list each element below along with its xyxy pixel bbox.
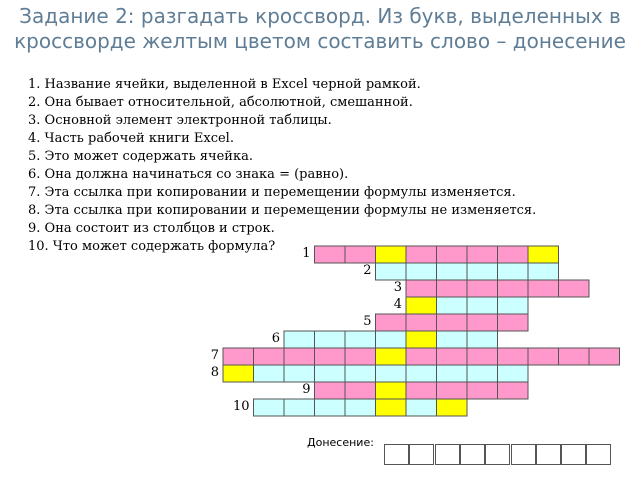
answer-letter-box[interactable] [460, 444, 485, 465]
crossword-cell-pink[interactable] [467, 382, 498, 399]
crossword-cell-pink[interactable] [467, 314, 498, 331]
question-item: 7. Эта ссылка при копировании и перемещении формулы изменяется. [28, 185, 516, 200]
crossword-cell-cyan[interactable] [284, 399, 315, 416]
crossword-cell-pink[interactable] [467, 246, 498, 263]
crossword-cell-cyan[interactable] [406, 263, 437, 280]
crossword-cell-cyan[interactable] [467, 331, 498, 348]
crossword-cell-pink[interactable] [528, 348, 559, 365]
crossword-cell-yellow[interactable] [376, 246, 407, 263]
answer-letter-box[interactable] [586, 444, 611, 465]
question-item: 6. Она должна начинаться со знака = (равно). [28, 167, 349, 182]
crossword-cell-pink[interactable] [315, 382, 346, 399]
clue-number: 9 [302, 382, 311, 397]
crossword-cell-pink[interactable] [406, 382, 437, 399]
crossword-cell-yellow[interactable] [406, 297, 437, 314]
crossword-cell-cyan[interactable] [528, 263, 559, 280]
crossword-cell-cyan[interactable] [284, 365, 315, 382]
crossword-cell-cyan[interactable] [345, 331, 376, 348]
crossword-cell-pink[interactable] [498, 246, 529, 263]
crossword-cell-cyan[interactable] [498, 263, 529, 280]
crossword-cell-cyan[interactable] [254, 399, 285, 416]
crossword-cell-cyan[interactable] [345, 365, 376, 382]
crossword-cell-cyan[interactable] [467, 365, 498, 382]
crossword-cell-cyan[interactable] [376, 263, 407, 280]
crossword-cell-pink[interactable] [345, 246, 376, 263]
clue-number: 6 [271, 331, 280, 346]
crossword-cell-cyan[interactable] [345, 399, 376, 416]
crossword-cell-yellow[interactable] [376, 399, 407, 416]
crossword-cell-pink[interactable] [467, 348, 498, 365]
crossword-cell-pink[interactable] [254, 348, 285, 365]
crossword-cell-pink[interactable] [406, 280, 437, 297]
clue-number: 10 [232, 399, 250, 414]
question-item: 2. Она бывает относительной, абсолютной, смешанной. [28, 95, 413, 110]
clue-number: 2 [363, 263, 372, 278]
question-item: 9. Она состоит из столбцов и строк. [28, 221, 275, 236]
clue-number: 5 [363, 314, 372, 329]
crossword-cell-pink[interactable] [498, 280, 529, 297]
crossword-cell-cyan[interactable] [376, 365, 407, 382]
question-item: 5. Это может содержать ячейка. [28, 149, 253, 164]
crossword-cell-cyan[interactable] [467, 297, 498, 314]
clue-number: 7 [210, 348, 219, 363]
answer-letter-box[interactable] [485, 444, 510, 465]
question-item: 1. Название ячейки, выделенной в Excel черной рамкой. [28, 77, 421, 92]
crossword-cell-cyan[interactable] [406, 399, 437, 416]
crossword-cell-cyan[interactable] [315, 365, 346, 382]
answer-letter-box[interactable] [536, 444, 561, 465]
crossword-cell-yellow[interactable] [223, 365, 254, 382]
crossword-cell-cyan[interactable] [376, 331, 407, 348]
crossword-cell-cyan[interactable] [406, 365, 437, 382]
crossword-cell-pink[interactable] [406, 348, 437, 365]
crossword-cell-pink[interactable] [406, 314, 437, 331]
crossword-cell-pink[interactable] [284, 348, 315, 365]
answer-label: Донесение: [307, 436, 374, 449]
clue-number: 8 [210, 365, 219, 380]
question-item: 10. Что может содержать формула? [28, 239, 276, 254]
crossword-cell-yellow[interactable] [376, 382, 407, 399]
answer-letter-box[interactable] [561, 444, 586, 465]
clue-number: 3 [393, 280, 402, 295]
answer-letter-box[interactable] [511, 444, 536, 465]
crossword-cell-cyan[interactable] [315, 399, 346, 416]
questions-list [28, 76, 536, 256]
crossword-cell-pink[interactable] [437, 280, 468, 297]
crossword-cell-yellow[interactable] [437, 399, 468, 416]
answer-letter-box[interactable] [409, 444, 434, 465]
crossword-cell-cyan[interactable] [437, 365, 468, 382]
crossword-cell-pink[interactable] [437, 382, 468, 399]
crossword-cell-cyan[interactable] [254, 365, 285, 382]
crossword-cell-cyan[interactable] [315, 331, 346, 348]
crossword-cell-pink[interactable] [498, 314, 529, 331]
crossword-cell-pink[interactable] [437, 246, 468, 263]
crossword-cell-pink[interactable] [498, 348, 529, 365]
crossword-cell-pink[interactable] [223, 348, 254, 365]
crossword-cell-cyan[interactable] [437, 297, 468, 314]
crossword-cell-yellow[interactable] [406, 331, 437, 348]
crossword-cell-pink[interactable] [406, 246, 437, 263]
crossword-cell-cyan[interactable] [467, 263, 498, 280]
crossword-cell-cyan[interactable] [498, 365, 529, 382]
answer-letter-box[interactable] [435, 444, 460, 465]
page-title: Задание 2: разгадать кроссворд. Из букв, выделенных в кроссворде желтым цветом составить слово – донесение [14, 4, 626, 53]
crossword-cell-cyan[interactable] [498, 297, 529, 314]
crossword-cell-yellow[interactable] [376, 348, 407, 365]
clue-number: 1 [302, 246, 311, 261]
crossword-cell-cyan[interactable] [437, 263, 468, 280]
crossword-cell-pink[interactable] [498, 382, 529, 399]
crossword-cell-pink[interactable] [345, 348, 376, 365]
crossword-cell-pink[interactable] [559, 280, 590, 297]
crossword-cell-pink[interactable] [559, 348, 590, 365]
crossword-cell-pink[interactable] [376, 314, 407, 331]
crossword-cell-cyan[interactable] [284, 331, 315, 348]
crossword-cell-pink[interactable] [345, 382, 376, 399]
question-item: 8. Эта ссылка при копировании и перемещении формулы не изменяется. [28, 203, 537, 218]
crossword-cell-cyan[interactable] [437, 331, 468, 348]
answer-letter-box[interactable] [384, 444, 409, 465]
clue-number: 4 [393, 297, 402, 312]
question-item: 4. Часть рабочей книги Excel. [28, 131, 234, 146]
crossword-cell-pink[interactable] [437, 348, 468, 365]
crossword-cell-pink[interactable] [437, 314, 468, 331]
crossword-cell-pink[interactable] [528, 280, 559, 297]
crossword-cell-pink[interactable] [589, 348, 620, 365]
crossword-cell-pink[interactable] [315, 348, 346, 365]
crossword-cell-yellow[interactable] [528, 246, 559, 263]
crossword-cell-pink[interactable] [467, 280, 498, 297]
question-item: 3. Основной элемент электронной таблицы. [28, 113, 332, 128]
crossword-cell-pink[interactable] [315, 246, 346, 263]
